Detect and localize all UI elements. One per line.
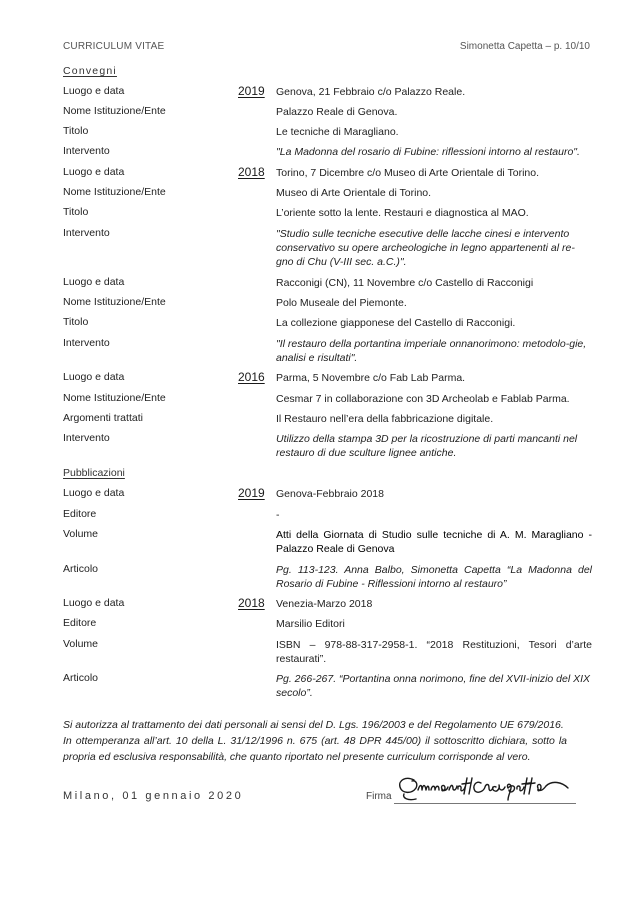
row-value: Parma, 5 Novembre c/o Fab Lab Parma. [276,372,466,384]
row-year: 2016 [238,370,265,384]
privacy-note-line1: Si autorizza al trattamento dei dati personali ai sensi del D. Lgs. 196/2003 e del Regolamento UE 679/2016. [63,719,564,731]
row-value: Atti della Giornata di Studio sulle tecniche di A. M. Maragliano - Palazzo Reale di Genova [276,529,592,555]
row-label: Intervento [63,432,110,444]
row-label: Editore [63,508,97,520]
row-value: L’oriente sotto la lente. Restauri e diagnostica al MAO. [276,207,529,219]
row-label: Articolo [63,563,99,575]
handwritten-signature [396,770,578,804]
row-value: Cesmar 7 in collaborazione con 3D Archeolab e Fablab Parma. [276,393,570,405]
row-label: Intervento [63,145,110,157]
row-value: Utilizzo della stampa 3D per la ricostruzione di parti mancanti nel restauro di due sculture lignee antiche. [276,433,578,459]
row-value: Palazzo Reale di Genova. [276,106,398,118]
row-label: Nome Istituzione/Ente [63,105,166,117]
row-value: Pg. 266-267. “Portantina onna norimono, fine del XVII-inizio del XIX secolo”. [276,673,591,699]
row-value: La collezione giapponese del Castello di Racconigi. [276,317,516,329]
row-label: Nome Istituzione/Ente [63,392,166,404]
row-label: Titolo [63,206,89,218]
header-page-info: Simonetta Capetta – p. 10/10 [459,41,590,52]
row-value: Museo di Arte Orientale di Torino. [276,187,432,199]
privacy-note-line2: In ottemperanza all’art. 10 della L. 31/12/1996 n. 675 (art. 48 DPR 445/00) il sottoscritto dichiara, sotto la propria ed esclusiva responsabilità, che quanto riportato nel presente curriculum corrisponde al vero. [63,735,567,763]
row-value: Polo Museale del Piemonte. [276,297,407,309]
row-label: Intervento [63,227,110,239]
row-label: Luogo e data [63,276,125,288]
row-label: Articolo [63,672,99,684]
row-value: "Il restauro della portantina imperiale onnanorimono: metodolo-gie, analisi e risultati". [276,338,587,364]
row-year: 2019 [238,486,265,500]
row-value: Torino, 7 Dicembre c/o Museo di Arte Orientale di Torino. [276,167,540,179]
row-value: Pg. 113-123. Anna Balbo, Simonetta Capetta “La Madonna del Rosario di Fubine - Riflessioni intorno al restauro” [276,564,592,590]
row-label: Luogo e data [63,166,125,178]
row-value: Racconigi (CN), 11 Novembre c/o Castello di Racconigi [276,277,534,289]
row-year: 2018 [238,596,265,610]
row-label: Titolo [63,125,89,137]
row-value: ISBN – 978-88-317-2958-1. “2018 Restituzioni, Tesori d’arte restaurati”. [276,639,592,665]
row-label: Argomenti trattati [63,412,143,424]
row-label: Volume [63,638,99,650]
row-value: - [276,509,280,521]
row-label: Nome Istituzione/Ente [63,186,166,198]
row-value: Marsilio Editori [276,618,345,630]
row-value: "La Madonna del rosario di Fubine: riflessioni intorno al restauro". [276,146,580,158]
row-label: Volume [63,528,99,540]
row-year: 2019 [238,84,265,98]
row-label: Luogo e data [63,487,125,499]
section-title-pubblicazioni: Pubblicazioni [63,467,125,479]
row-value: Genova, 21 Febbraio c/o Palazzo Reale. [276,86,466,98]
row-label: Intervento [63,337,110,349]
row-label: Editore [63,617,97,629]
firma-label: Firma [366,791,392,802]
row-label: Titolo [63,316,89,328]
row-value: Il Restauro nell’era della fabbricazione digitale. [276,413,494,425]
row-label: Nome Istituzione/Ente [63,296,166,308]
row-label: Luogo e data [63,85,125,97]
row-value: Venezia-Marzo 2018 [276,598,373,610]
row-label: Luogo e data [63,597,125,609]
header-title: CURRICULUM VITAE [63,41,165,52]
row-label: Luogo e data [63,371,125,383]
row-value: Le tecniche di Maragliano. [276,126,399,138]
privacy-note [63,717,567,765]
section-title-convegni: Convegni [63,65,117,77]
signature-date: Milano, 01 gennaio 2020 [63,790,244,802]
row-year: 2018 [238,165,265,179]
row-value: "Studio sulle tecniche esecutive delle lacche cinesi e intervento conservativo su opere archeologiche in legno appartenenti al re-gno di Chu (V-III sec. a.C.)". [276,228,575,268]
row-value: Genova-Febbraio 2018 [276,488,384,500]
